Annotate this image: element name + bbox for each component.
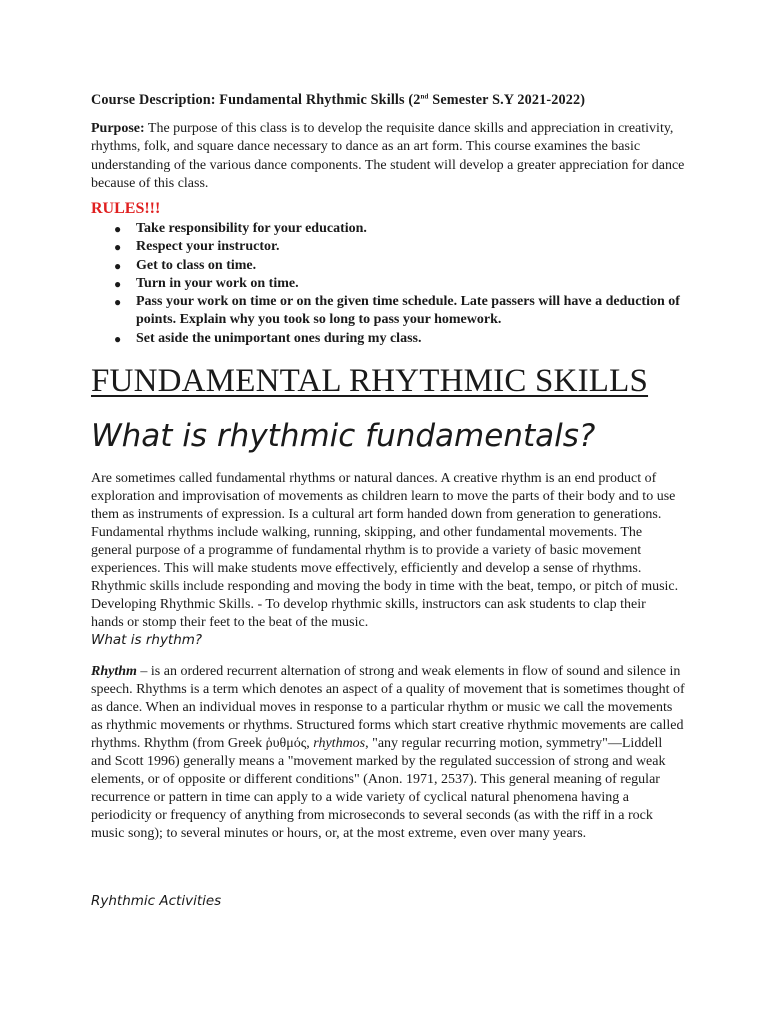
bullet-icon: ●: [114, 258, 122, 273]
course-title-prefix: Course Description: Fundamental Rhythmic Skills (2: [91, 92, 421, 108]
rules-list: [0, 220, 768, 348]
purpose-paragraph: [91, 120, 691, 193]
bullet-icon: ●: [114, 331, 122, 346]
paragraph-rhythmic-fundamentals: Are sometimes called fundamental rhythms or natural dances. A creative rhythm is an end product of exploration and improvisation of movements as children learn to move the parts of their body and to use them as instruments of expression. Is a cultural art form handed down from generation to generations. Fundamental rhythms include walking, running, skipping, and other fundamental movements. The general purpose of a programme of fundamental rhythm is to provide a variety of basic movement experiences. This will make students move effectively, efficiently and develop a sense of rhythms. Rhythmic skills include responding and moving the body in time with the beat, tempo, or pitch of music. Developing Rhythmic Skills. - To develop rhythmic skills, instructors can ask students to clap their hands or stomp their feet to the beat of the music.: [91, 471, 679, 630]
course-title-suffix: Semester S.Y 2021-2022): [428, 92, 586, 108]
rule-text: Get to class on time.: [136, 257, 257, 273]
rule-item: [0, 257, 686, 275]
bullet-icon: ●: [114, 222, 122, 236]
rule-item: [0, 330, 686, 348]
rhythmic-activities-heading: Ryhthmic Activities: [91, 893, 222, 909]
rule-text: Respect your instructor.: [136, 239, 280, 255]
rule-item: [0, 220, 686, 238]
rule-item: [0, 238, 686, 256]
course-description-title: [91, 92, 585, 109]
rule-text: Turn in your work on time.: [136, 275, 299, 291]
rhythm-term: Rhythm: [91, 664, 137, 679]
what-is-rhythm-heading: What is rhythm?: [91, 632, 203, 648]
rule-item: [0, 293, 686, 330]
purpose-label: Purpose:: [91, 121, 145, 136]
rhythm-text-b: , "any regular recurring motion, symmetry"—Liddell and Scott 1996) generally means a "movement marked by the regulated succession of strong and weak elements, or of opposite or different conditions" (Anon. 1971, 2537). This general meaning of regular recurrence or pattern in time can apply to a wide variety of cyclical natural phenomena having a periodicity or frequency of anything from microseconds to several seconds (as with the riff in a rock music song); to several minutes or hours, or, at the most extreme, even over many years.: [91, 736, 666, 841]
bullet-icon: ●: [114, 295, 122, 310]
rule-item: [0, 275, 686, 293]
bullet-icon: ●: [114, 276, 122, 291]
course-title-superscript: nd: [420, 92, 429, 101]
main-title: FUNDAMENTAL RHYTHMIC SKILLS: [91, 363, 649, 399]
rule-text: Take responsibility for your education.: [136, 221, 367, 236]
rhythm-text-a: – is an ordered recurrent alternation of strong and weak elements in flow of sound and silence in speech. Rhythms is a term which denotes an aspect of a quality of movement that is sometimes thought of as dance. When an individual moves in response to a particular rhythm or music we call the movements as rhythmic movements or rhythms. Structured forms which start creative rhythmic movements are called rhythms. Rhythm (from Greek ῥυθμός,: [91, 664, 685, 751]
rules-heading: RULES!!!: [91, 200, 161, 217]
bullet-icon: ●: [114, 240, 122, 255]
purpose-text: The purpose of this class is to develop the requisite dance skills and appreciation in creativity, rhythms, folk, and square dance necessary to dance as an art form. This course examines the basic understanding of the various dance components. The student will develop a greater appreciation for dance because of this class.: [91, 121, 685, 191]
rhythmos-word: rhythmos: [313, 736, 366, 751]
subtitle-heading: What is rhythmic fundamentals?: [91, 418, 596, 454]
rule-text: Pass your work on time or on the given time schedule. Late passers will have a deduction of points. Explain why you took so long to pass your homework.: [136, 294, 680, 328]
paragraph-rhythm-definition: [91, 663, 686, 843]
rule-text: Set aside the unimportant ones during my class.: [136, 330, 422, 346]
